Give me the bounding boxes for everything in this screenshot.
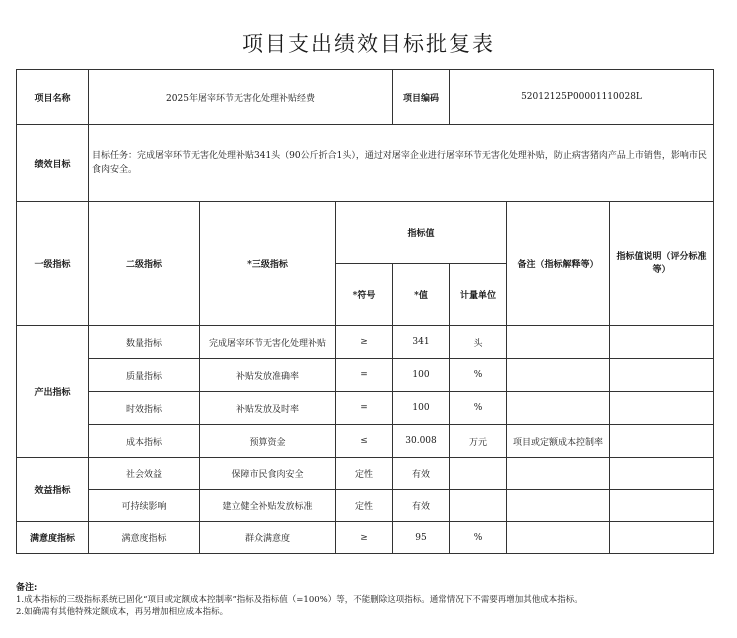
header-level3: *三级指标 <box>200 202 336 326</box>
notes-section <box>16 582 721 618</box>
header-symbol: *符号 <box>336 264 393 326</box>
notes-line-2: 2.如确需有其他特殊定额成本，再另增加相应成本指标。 <box>16 607 229 617</box>
table-row <box>17 392 714 425</box>
header-level1: 一级指标 <box>17 202 89 326</box>
project-row <box>17 70 714 125</box>
cell-level2: 数量指标 <box>89 326 200 359</box>
cell-level2: 可持续影响 <box>89 490 200 522</box>
cell-unit <box>450 458 507 490</box>
cell-level2: 成本指标 <box>89 425 200 458</box>
cell-explain <box>610 326 714 359</box>
cell-level3: 建立健全补贴发放标准 <box>200 490 336 522</box>
cell-explain <box>610 490 714 522</box>
project-name-label: 项目名称 <box>17 70 89 125</box>
cell-remark: 项目或定额成本控制率 <box>507 425 610 458</box>
header-value-group: 指标值 <box>336 202 507 264</box>
cell-level3: 补贴发放及时率 <box>200 392 336 425</box>
goal-row <box>17 125 714 202</box>
cell-remark <box>507 359 610 392</box>
cell-value: 30.008 <box>393 425 450 458</box>
cell-explain <box>610 425 714 458</box>
header-explain: 指标值说明（评分标准等） <box>610 202 714 326</box>
table-row <box>17 458 714 490</box>
cell-remark <box>507 458 610 490</box>
cell-remark <box>507 490 610 522</box>
goal-text: 目标任务：完成屠宰环节无害化处理补贴341头（90公斤折合1头），通过对屠宰企业进行屠宰环节无害化处理补贴，防止病害猪肉产品上市销售，影响市民食肉安全。 <box>89 125 714 202</box>
table-row <box>17 326 714 359</box>
cell-value: 100 <box>393 359 450 392</box>
cell-remark <box>507 392 610 425</box>
cell-symbol: = <box>336 392 393 425</box>
cell-level2: 满意度指标 <box>89 522 200 554</box>
cell-level2: 质量指标 <box>89 359 200 392</box>
cell-unit: % <box>450 522 507 554</box>
cell-unit: % <box>450 392 507 425</box>
cell-explain <box>610 359 714 392</box>
cell-value: 95 <box>393 522 450 554</box>
group-output: 产出指标 <box>17 326 89 458</box>
cell-value: 341 <box>393 326 450 359</box>
project-code-value: 52012125P00001110028L <box>450 70 714 125</box>
cell-level3: 补贴发放准确率 <box>200 359 336 392</box>
cell-value: 有效 <box>393 490 450 522</box>
cell-value: 100 <box>393 392 450 425</box>
group-benefit: 效益指标 <box>17 458 89 522</box>
cell-value: 有效 <box>393 458 450 490</box>
cell-symbol: 定性 <box>336 458 393 490</box>
cell-remark <box>507 326 610 359</box>
cell-unit: 头 <box>450 326 507 359</box>
group-satisfaction: 满意度指标 <box>17 522 89 554</box>
table-row <box>17 425 714 458</box>
table-row <box>17 490 714 522</box>
cell-level2: 社会效益 <box>89 458 200 490</box>
notes-label: 备注: <box>16 583 38 593</box>
cell-level3: 群众满意度 <box>200 522 336 554</box>
table-row <box>17 522 714 554</box>
goal-label: 绩效目标 <box>17 125 89 202</box>
project-code-label: 项目编码 <box>393 70 450 125</box>
table-row <box>17 359 714 392</box>
cell-symbol: 定性 <box>336 490 393 522</box>
cell-symbol: ≥ <box>336 326 393 359</box>
header-level2: 二级指标 <box>89 202 200 326</box>
cell-level3: 保障市民食肉安全 <box>200 458 336 490</box>
notes-line-1: 1.成本指标的三级指标系统已固化“项目或定额成本控制率”指标及指标值（=100%）等，不能删除这项指标。通常情况下不需要再增加其他成本指标。 <box>16 595 583 605</box>
cell-level2: 时效指标 <box>89 392 200 425</box>
cell-explain <box>610 522 714 554</box>
cell-level3: 预算资金 <box>200 425 336 458</box>
cell-symbol: ≤ <box>336 425 393 458</box>
cell-unit: 万元 <box>450 425 507 458</box>
header-row-1 <box>17 202 714 264</box>
cell-level3: 完成屠宰环节无害化处理补贴 <box>200 326 336 359</box>
cell-remark <box>507 522 610 554</box>
cell-explain <box>610 458 714 490</box>
project-name-value: 2025年屠宰环节无害化处理补贴经费 <box>89 70 393 125</box>
header-remark: 备注（指标解释等） <box>507 202 610 326</box>
cell-unit: % <box>450 359 507 392</box>
cell-unit <box>450 490 507 522</box>
cell-symbol: = <box>336 359 393 392</box>
header-value: *值 <box>393 264 450 326</box>
cell-symbol: ≥ <box>336 522 393 554</box>
performance-table <box>16 69 714 554</box>
cell-explain <box>610 392 714 425</box>
page-title: 项目支出绩效目标批复表 <box>242 32 495 56</box>
header-unit: 计量单位 <box>450 264 507 326</box>
